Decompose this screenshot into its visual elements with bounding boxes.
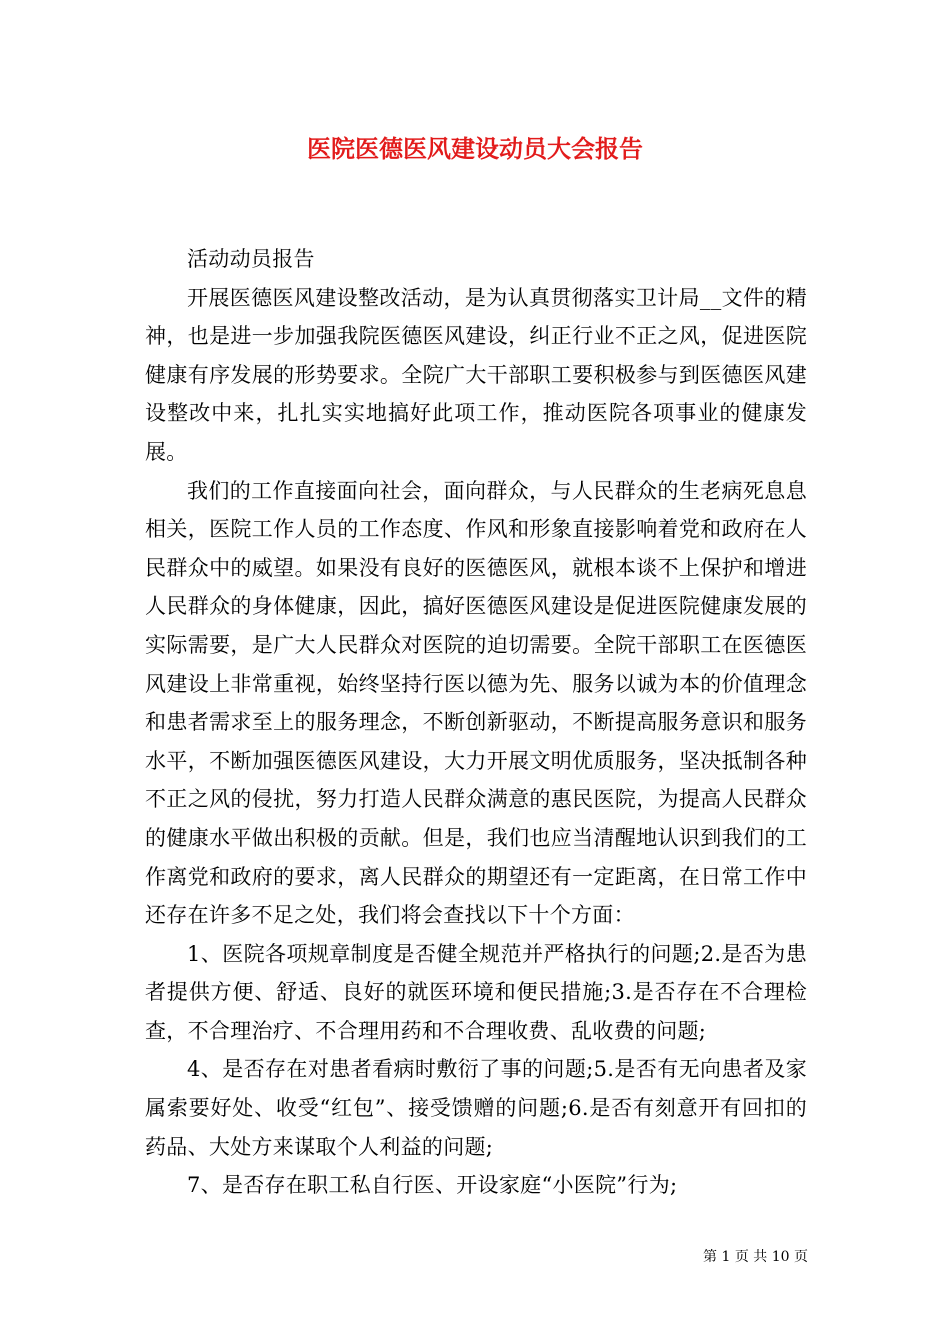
page-number-footer: 第 1 页 共 10 页 xyxy=(703,1249,808,1265)
paragraph-heading: 活动动员报告 xyxy=(187,247,315,271)
document-body xyxy=(145,240,807,1205)
paragraph: 我们的工作直接面向社会，面向群众，与人民群众的生老病死息息相关，医院工作人员的工作态度、作风和形象直接影响着党和政府在人民群众中的威望。如果没有良好的医德医风，就根本谈不上保护和增进人民群众的身体健康，因此，搞好医德医风建设是促进医院健康发展的实际需要，是广大人民群众对医院的迫切需要。全院干部职工在医德医风建设上非常重视，始终坚持行医以德为先、服务以诚为本的价值理念和患者需求至上的服务理念，不断创新驱动，不断提高服务意识和服务水平，不断加强医德医风建设，大力开展文明优质服务，坚决抵制各种不正之风的侵扰，努力打造人民群众满意的惠民医院，为提高人民群众的健康水平做出积极的贡献。但是，我们也应当清醒地认识到我们的工作离党和政府的要求，离人民群众的期望还有一定距离，在日常工作中还存在许多不足之处，我们将会查找以下十个方面： xyxy=(145,478,807,928)
document-title: 医院医德医风建设动员大会报告 xyxy=(307,134,643,163)
paragraph: 开展医德医风建设整改活动，是为认真贯彻落实卫计局__文件的精神，也是进一步加强我院医德医风建设，纠正行业不正之风，促进医院健康有序发展的形势要求。全院广大干部职工要积极参与到医德医风建设整改中来，扎扎实实地搞好此项工作，推动医院各项事业的健康发展。 xyxy=(145,285,807,464)
paragraph: 4、是否存在对患者看病时敷衍了事的问题;5.是否有无向患者及家属索要好处、收受“红包”、接受馈赠的问题;6.是否有刻意开有回扣的药品、大处方来谋取个人利益的问题; xyxy=(145,1057,807,1159)
paragraph: 1、医院各项规章制度是否健全规范并严格执行的问题;2.是否为患者提供方便、舒适、良好的就医环境和便民措施;3.是否存在不合理检查，不合理治疗、不合理用药和不合理收费、乱收费的问题; xyxy=(145,941,807,1043)
paragraph: 7、是否存在职工私自行医、开设家庭“小医院”行为; xyxy=(187,1173,678,1198)
